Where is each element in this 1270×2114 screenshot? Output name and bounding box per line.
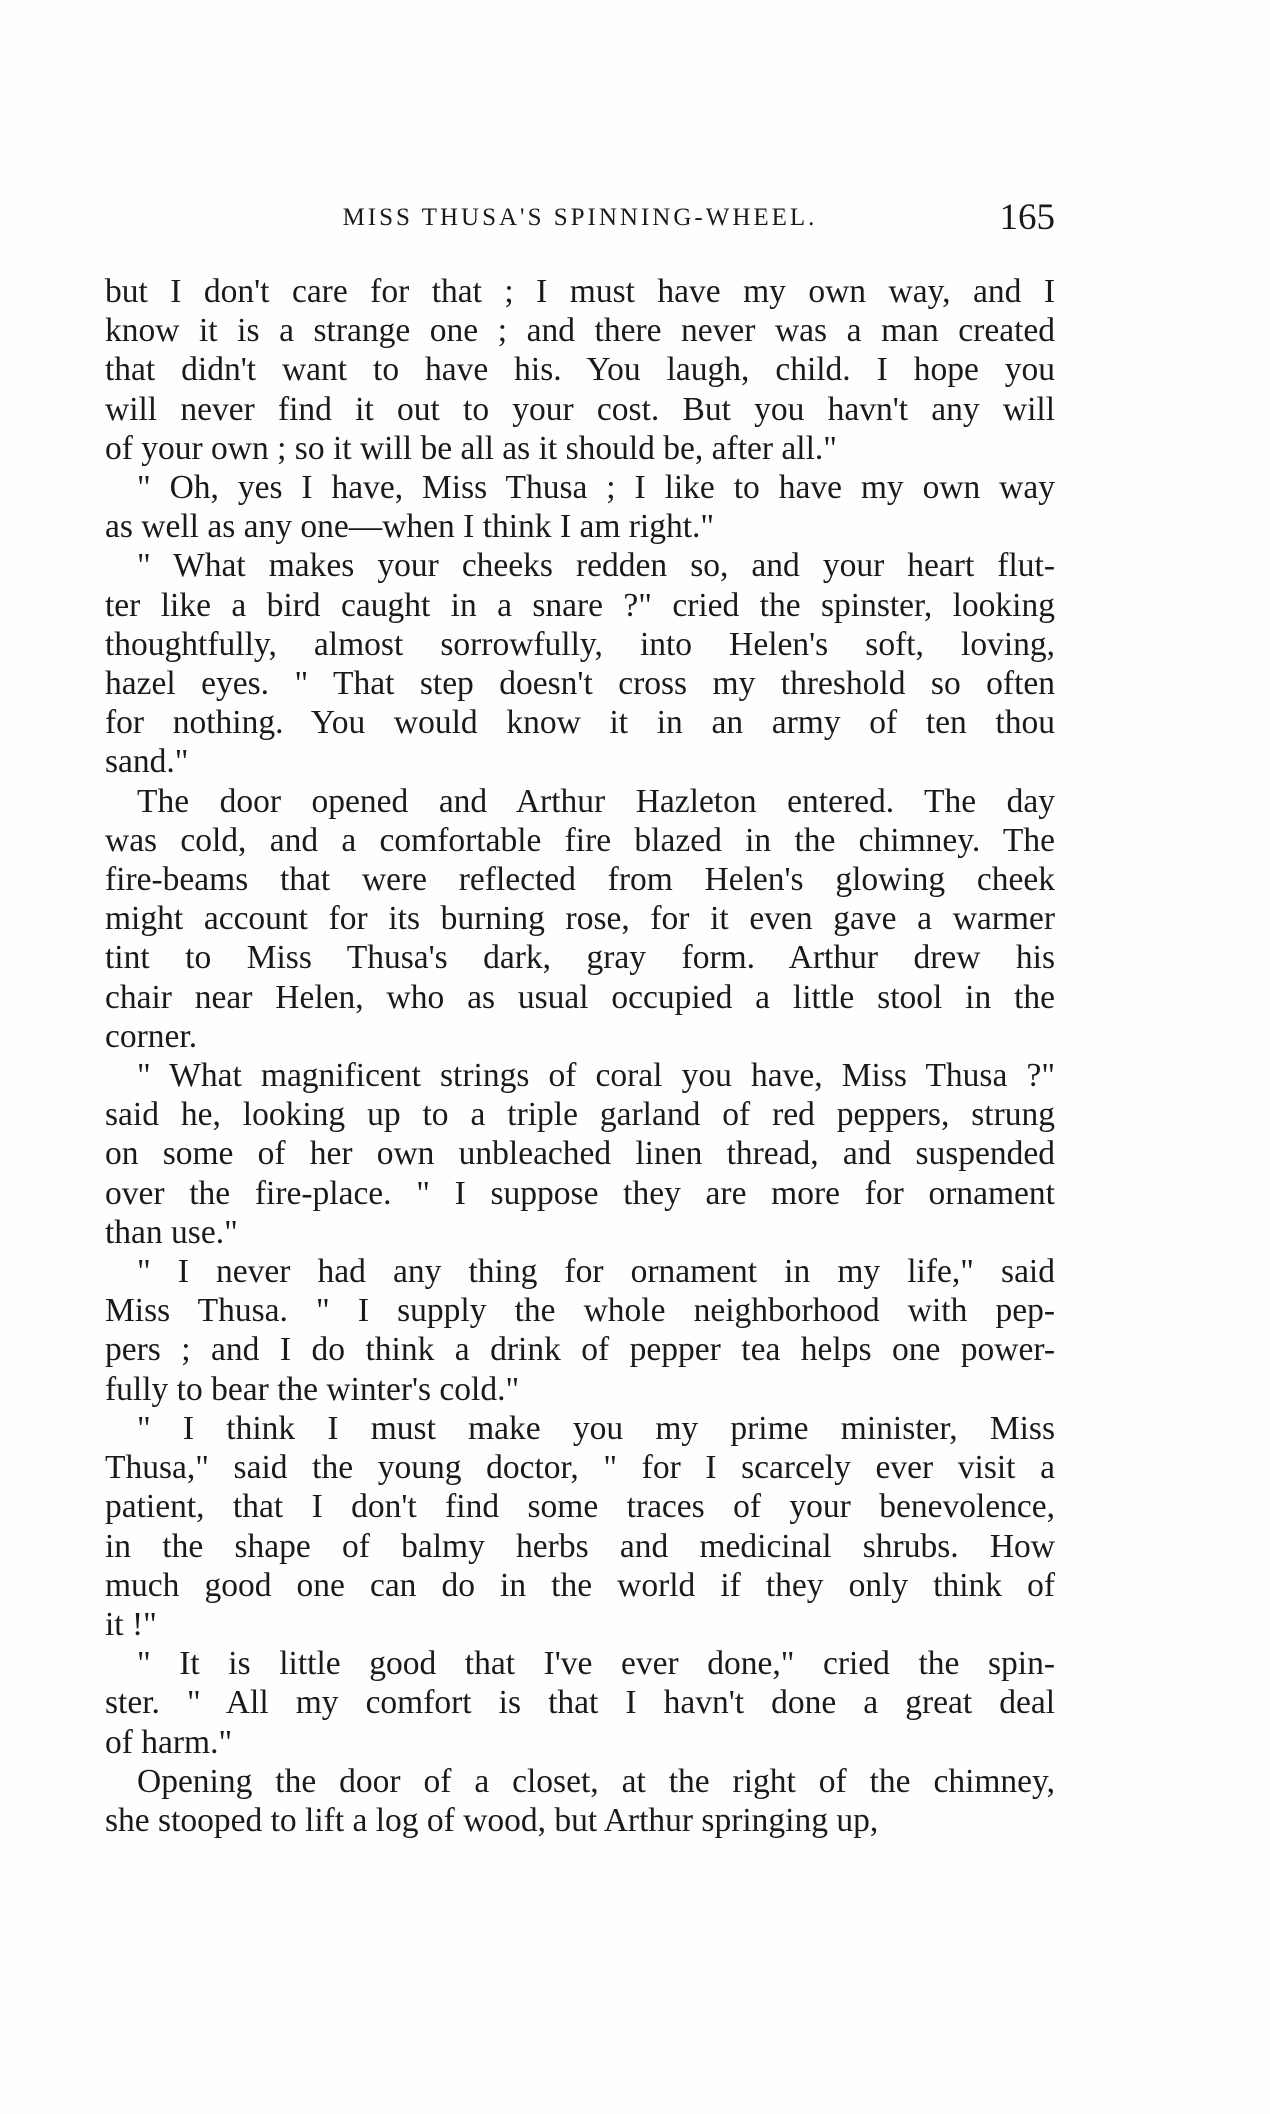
text-line: [105, 625, 1055, 664]
paragraph: [105, 468, 1055, 546]
line-text: " I never had any thing for ornament in my life," said: [137, 1253, 1055, 1291]
line-text: Opening the door of a closet, at the right of the chimney,: [137, 1762, 1055, 1800]
line-text: ter like a bird caught in a snare ?" cried the spinster, looking: [105, 586, 1055, 624]
line-text: will never find it out to your cost. But you havn't any will: [105, 390, 1055, 428]
line-text: it !": [105, 1605, 157, 1643]
line-text: chair near Helen, who as usual occupied a little stool in the: [105, 978, 1055, 1016]
line-text: over the fire-place. " I suppose they are more for ornament: [105, 1174, 1055, 1212]
line-text: pers ; and I do think a drink of pepper tea helps one power-: [105, 1331, 1055, 1369]
text-line: [105, 938, 1055, 977]
line-text: tint to Miss Thusa's dark, gray form. Arthur drew his: [105, 939, 1055, 977]
text-line: [105, 1605, 1055, 1644]
text-line: [105, 1683, 1055, 1722]
text-line: [105, 1409, 1055, 1448]
text-line: [105, 978, 1055, 1017]
text-line: [105, 350, 1055, 389]
line-text: of harm.": [105, 1723, 233, 1761]
text-line: [105, 1487, 1055, 1526]
paragraph: [105, 1762, 1055, 1840]
line-text: The door opened and Arthur Hazleton entered. The day: [137, 782, 1055, 820]
text-line: [105, 1801, 1055, 1840]
text-line: [105, 507, 1055, 546]
page-number: 165: [999, 197, 1055, 238]
paragraph: [105, 1252, 1055, 1409]
text-line: [105, 782, 1055, 821]
line-text: sand.": [105, 743, 189, 781]
paragraph: [105, 1644, 1055, 1762]
line-text: than use.": [105, 1213, 238, 1251]
text-line: [105, 429, 1055, 468]
text-line: [105, 1370, 1055, 1409]
line-text: might account for its burning rose, for it even gave a warmer: [105, 900, 1055, 938]
text-line: [105, 1252, 1055, 1291]
text-line: [105, 1213, 1055, 1252]
paragraph: [105, 1409, 1055, 1644]
text-line: [105, 468, 1055, 507]
text-line: [105, 311, 1055, 350]
line-text: was cold, and a comfortable fire blazed in the chimney. The: [105, 821, 1055, 859]
line-text: fully to bear the winter's cold.": [105, 1370, 520, 1408]
line-text: corner.: [105, 1017, 198, 1055]
paragraph: [105, 1056, 1055, 1252]
line-text: " I think I must make you my prime minister, Miss: [137, 1409, 1055, 1447]
line-text: in the shape of balmy herbs and medicinal shrubs. How: [105, 1527, 1055, 1565]
line-text: that didn't want to have his. You laugh, child. I hope you: [105, 351, 1055, 389]
line-text: " Oh, yes I have, Miss Thusa ; I like to have my own way: [137, 469, 1055, 507]
line-text: " It is little good that I've ever done," cried the spin-: [137, 1645, 1055, 1683]
body-text: [105, 272, 1055, 1840]
line-text: patient, that I don't find some traces of your benevolence,: [105, 1488, 1055, 1526]
text-line: [105, 1174, 1055, 1213]
text-line: [105, 1017, 1055, 1056]
line-text: " What makes your cheeks redden so, and your heart flut-: [137, 547, 1055, 585]
line-text: Thusa," said the young doctor, " for I scarcely ever visit a: [105, 1449, 1055, 1487]
text-line: [105, 1330, 1055, 1369]
text-line: [105, 1566, 1055, 1605]
text-line: [105, 742, 1055, 781]
text-line: [105, 1448, 1055, 1487]
line-text: of your own ; so it will be all as it should be, after all.": [105, 429, 837, 467]
text-line: [105, 860, 1055, 899]
line-text: on some of her own unbleached linen thread, and suspended: [105, 1135, 1055, 1173]
text-line: [105, 821, 1055, 860]
running-title: MISS THUSA'S SPINNING-WHEEL.: [342, 204, 818, 231]
line-text: thoughtfully, almost sorrowfully, into Helen's soft, loving,: [105, 625, 1055, 663]
line-text: for nothing. You would know it in an army of ten thou: [105, 704, 1055, 742]
line-text: said he, looking up to a triple garland of red peppers, strung: [105, 1096, 1055, 1134]
line-text: ster. " All my comfort is that I havn't done a great deal: [105, 1684, 1055, 1722]
text-line: [105, 1723, 1055, 1762]
text-line: [105, 586, 1055, 625]
text-line: [105, 664, 1055, 703]
text-line: [105, 899, 1055, 938]
line-text: fire-beams that were reflected from Helen's glowing cheek: [105, 861, 1055, 899]
line-text: but I don't care for that ; I must have my own way, and I: [105, 273, 1055, 310]
paragraph: [105, 782, 1055, 1056]
text-line: [105, 1056, 1055, 1095]
line-text: she stooped to lift a log of wood, but Arthur springing up,: [105, 1801, 879, 1839]
line-text: much good one can do in the world if they only think of: [105, 1566, 1055, 1604]
text-line: [105, 703, 1055, 742]
text-line: [105, 272, 1055, 311]
text-line: [105, 1291, 1055, 1330]
text-line: [105, 390, 1055, 429]
line-text: " What magnificent strings of coral you have, Miss Thusa ?": [137, 1057, 1055, 1095]
text-line: [105, 1527, 1055, 1566]
page-header: [105, 196, 1055, 246]
line-text: Miss Thusa. " I supply the whole neighborhood with pep-: [105, 1292, 1055, 1330]
text-line: [105, 1134, 1055, 1173]
line-text: as well as any one—when I think I am right.": [105, 508, 715, 546]
line-text: hazel eyes. " That step doesn't cross my threshold so often: [105, 665, 1055, 703]
text-line: [105, 1644, 1055, 1683]
paragraph: [105, 546, 1055, 781]
text-line: [105, 1762, 1055, 1801]
text-line: [105, 1095, 1055, 1134]
text-line: [105, 546, 1055, 585]
line-text: know it is a strange one ; and there never was a man created: [105, 312, 1055, 350]
paragraph: [105, 272, 1055, 468]
